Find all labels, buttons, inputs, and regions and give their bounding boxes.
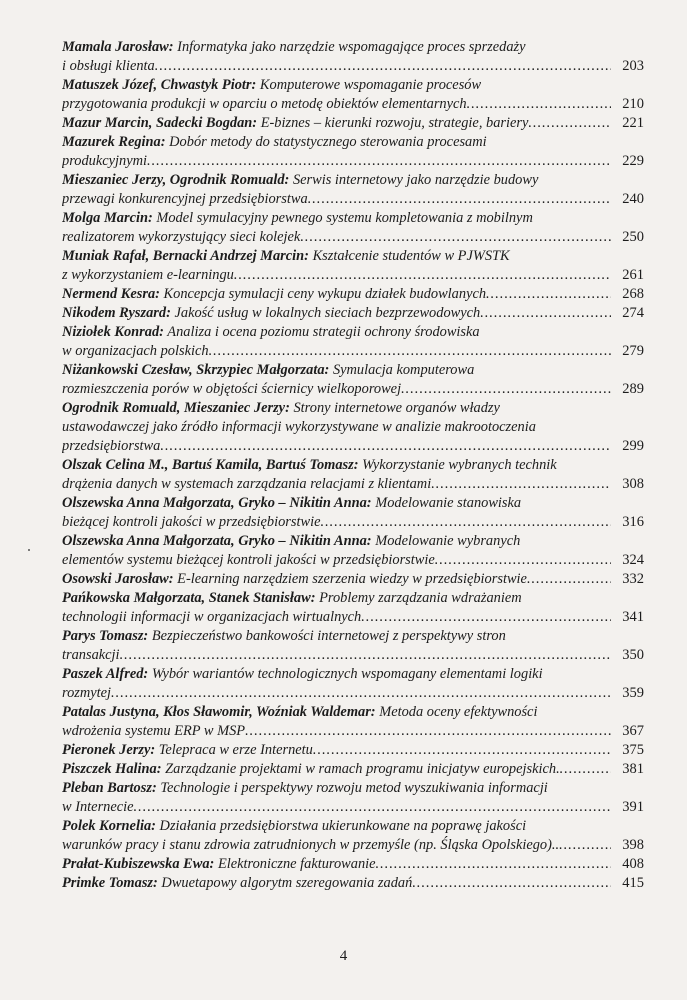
toc-entry-title: Wykorzystanie wybranych technik	[362, 457, 557, 473]
toc-entry-text	[62, 228, 300, 247]
toc-entry-title: Elektroniczne fakturowanie	[217, 856, 376, 872]
toc-entry-title: w organizacjach polskich	[62, 343, 209, 359]
toc-entry-last-line	[62, 646, 644, 665]
toc-entry-line	[62, 323, 644, 342]
toc-entry	[62, 171, 644, 209]
toc-entry	[62, 361, 644, 399]
toc-entry-last-line	[62, 266, 644, 285]
toc-entry-last-line	[62, 855, 644, 874]
toc-page-number: 367	[622, 723, 644, 739]
toc-entry-text	[62, 722, 245, 741]
toc-entry	[62, 665, 644, 703]
toc-entry-author: Nermend Kesra:	[62, 286, 160, 302]
dot-leader	[560, 760, 611, 779]
toc-entry-author: Paszek Alfred:	[62, 666, 149, 682]
toc-entry-author: Patalas Justyna, Kłos Sławomir, Woźniak Waldemar:	[62, 704, 376, 720]
dot-leader	[467, 95, 611, 114]
toc-entry-text	[62, 874, 412, 893]
toc-entry-line	[62, 38, 644, 57]
toc-entry-author: Pańkowska Małgorzata, Stanek Stanisław:	[62, 590, 316, 606]
toc-entry-title: ustawodawczej jako źródło informacji wykorzystywane w analizie makrootoczenia	[62, 419, 536, 435]
toc-entry-line	[62, 456, 644, 475]
toc-entry-author: Muniak Rafał, Bernacki Andrzej Marcin:	[62, 248, 309, 264]
toc-entry-text	[62, 134, 487, 150]
toc-entry-line	[62, 532, 644, 551]
toc-entry-title: Jakość usług w lokalnych sieciach bezprzewodowych	[174, 305, 481, 321]
toc-entry-text	[62, 152, 147, 171]
dot-leader	[134, 798, 611, 817]
toc-entry-text	[62, 400, 500, 416]
toc-entry-title: z wykorzystaniem e-learningu	[62, 267, 234, 283]
toc-entry-author: Niziołek Konrad:	[62, 324, 164, 340]
toc-entry-text	[62, 646, 120, 665]
toc-entry	[62, 133, 644, 171]
toc-page-number: 299	[622, 438, 644, 454]
dot-leader	[431, 475, 611, 494]
dot-leader	[528, 114, 611, 133]
dot-leader	[300, 228, 611, 247]
toc-entry-text	[62, 380, 401, 399]
toc-entry-line	[62, 779, 644, 798]
toc-page-number: 289	[622, 381, 644, 397]
toc-entry	[62, 114, 644, 133]
toc-entry-text	[62, 475, 431, 494]
toc-page-number: 408	[622, 856, 644, 872]
toc-entry-line	[62, 209, 644, 228]
toc-entry-author: Pleban Bartosz:	[62, 780, 157, 796]
toc-entry-text	[62, 608, 361, 627]
toc-entry-title: E-learning narzędziem szerzenia wiedzy w przedsiębiorstwie	[177, 571, 527, 587]
toc-entry	[62, 247, 644, 285]
toc-entry-title: Komputerowe wspomaganie procesów	[259, 77, 482, 93]
toc-page-number: 229	[622, 153, 644, 169]
toc-entry-text	[62, 551, 435, 570]
toc-page-number: 203	[622, 58, 644, 74]
dot-leader	[234, 266, 611, 285]
toc-page-number: 210	[622, 96, 644, 112]
toc-entry-last-line	[62, 551, 644, 570]
toc-entry-line	[62, 171, 644, 190]
toc-entry-last-line	[62, 722, 644, 741]
toc-entry-line	[62, 817, 644, 836]
toc-entry	[62, 76, 644, 114]
toc-entry	[62, 779, 644, 817]
toc-entry-author: Mazurek Regina:	[62, 134, 166, 150]
toc-page-number: 250	[622, 229, 644, 245]
toc-entry-author: Nikodem Ryszard:	[62, 305, 171, 321]
toc-entry-author: Matuszek Józef, Chwastyk Piotr:	[62, 77, 257, 93]
toc-entry-last-line	[62, 570, 644, 589]
dot-leader	[313, 741, 611, 760]
toc-entry-title: Dobór metody do statystycznego sterowania procesami	[169, 134, 487, 150]
toc-entry-text	[62, 760, 560, 779]
toc-entry-author: Ogrodnik Romuald, Mieszaniec Jerzy:	[62, 400, 290, 416]
toc-entry-last-line	[62, 874, 644, 893]
toc-entry-author: Mazur Marcin, Sadecki Bogdan:	[62, 115, 258, 131]
toc-entry-text	[62, 704, 537, 720]
toc-entry-text	[62, 684, 111, 703]
dot-leader	[155, 57, 611, 76]
toc-entry-text	[62, 513, 320, 532]
toc-entry-text	[62, 324, 480, 340]
toc-entry-title: Modelowanie wybranych	[375, 533, 521, 549]
toc-page-number: 261	[622, 267, 644, 283]
toc-entry	[62, 741, 644, 760]
toc-entry-last-line	[62, 228, 644, 247]
toc-page-number: 415	[622, 875, 644, 891]
toc-entry	[62, 874, 644, 893]
toc-entry	[62, 589, 644, 627]
dot-leader	[401, 380, 611, 399]
toc-entry-author: Parys Tomasz:	[62, 628, 149, 644]
toc-entry-title: przygotowania produkcji w oparciu o metodę obiektów elementarnych	[62, 96, 467, 112]
toc-entry-line	[62, 589, 644, 608]
toc-entry-title: w Internecie	[62, 799, 134, 815]
toc-entry-author: Niżankowski Czesław, Skrzypiec Małgorzata:	[62, 362, 330, 378]
toc-entry-author: Osowski Jarosław:	[62, 571, 174, 587]
toc-entry-title: rozmieszczenia porów w objętości ściernicy wielkoporowej	[62, 381, 402, 397]
toc-entry-text	[62, 172, 538, 188]
toc-entry-line	[62, 76, 644, 95]
toc-entry-author: Olszewska Anna Małgorzata, Gryko – Nikitin Anna:	[62, 495, 372, 511]
toc-entry-title: Symulacja komputerowa	[332, 362, 475, 378]
toc-entry-last-line	[62, 114, 644, 133]
toc-entry	[62, 760, 644, 779]
toc-entry-title: Serwis internetowy jako narzędzie budowy	[292, 172, 539, 188]
toc-entry-author: Piszczek Halina:	[62, 761, 162, 777]
toc-entry-title: realizatorem wykorzystujący sieci kolejek	[62, 229, 301, 245]
toc-page-number: 316	[622, 514, 644, 530]
toc-page-number: 341	[622, 609, 644, 625]
toc-entry-text	[62, 666, 543, 682]
toc-entry-title: rozmytej	[62, 685, 112, 701]
toc-page-number: 240	[622, 191, 644, 207]
toc-entry-author: Polek Kornelia:	[62, 818, 156, 834]
toc-entry-last-line	[62, 342, 644, 361]
toc-entry-last-line	[62, 304, 644, 323]
toc-entry	[62, 456, 644, 494]
toc-entry-text	[62, 77, 481, 93]
toc-page-number: 279	[622, 343, 644, 359]
toc-entry-text	[62, 495, 521, 511]
toc-entry-title: Kształcenie studentów w PJWSTK	[312, 248, 510, 264]
toc-page-number: 398	[622, 837, 644, 853]
toc-entry-title: Model symulacyjny pewnego systemu kompletowania z mobilnym	[156, 210, 533, 226]
toc-entry-text	[62, 836, 559, 855]
toc-entry-author: Olszewska Anna Małgorzata, Gryko – Nikitin Anna:	[62, 533, 372, 549]
toc-entry	[62, 627, 644, 665]
toc-entry-text	[62, 590, 522, 606]
toc-entry-text	[62, 266, 234, 285]
dot-leader	[209, 342, 611, 361]
dot-leader	[480, 304, 611, 323]
toc-entry-text	[62, 248, 510, 264]
toc-entry-author: Mieszaniec Jerzy, Ogrodnik Romuald:	[62, 172, 290, 188]
toc-entry-title: bieżącej kontroli jakości w przedsiębiorstwie	[62, 514, 321, 530]
toc-entry	[62, 494, 644, 532]
toc-entry-line	[62, 494, 644, 513]
toc-page-number: 324	[622, 552, 644, 568]
toc-entry	[62, 399, 644, 456]
toc-page-number: 350	[622, 647, 644, 663]
toc-entry-last-line	[62, 152, 644, 171]
toc-entry-title: Telepraca w erze Internetu	[158, 742, 313, 758]
toc-entry-title: Działania przedsiębiorstwa ukierunkowane na poprawę jakości	[159, 818, 527, 834]
toc-entry-line	[62, 399, 644, 418]
toc-entry	[62, 532, 644, 570]
toc-entry-text	[62, 342, 209, 361]
toc-entry-text	[62, 114, 528, 133]
toc-entry-title: technologii informacji w organizacjach wirtualnych	[62, 609, 362, 625]
toc-entry-text	[62, 457, 557, 473]
toc-entry-title: elementów systemu bieżącej kontroli jakości w przedsiębiorstwie	[62, 552, 435, 568]
toc-page-number: 332	[622, 571, 644, 587]
toc-entry-text	[62, 362, 474, 378]
toc-entry	[62, 209, 644, 247]
toc-entry	[62, 817, 644, 855]
dot-leader	[308, 190, 611, 209]
toc-entry-last-line	[62, 437, 644, 456]
toc-entry-title: Technologie i perspektywy rozwoju metod wyszukiwania informacji	[160, 780, 548, 796]
toc-entry	[62, 304, 644, 323]
toc-entry-title: produkcyjnymi	[62, 153, 147, 169]
toc-entry	[62, 38, 644, 76]
toc-entry-title: Metoda oceny efektywności	[379, 704, 538, 720]
toc-entry-line	[62, 418, 644, 437]
dot-leader	[320, 513, 611, 532]
toc-entry-text	[62, 210, 533, 226]
toc-entry-last-line	[62, 798, 644, 817]
toc-entry-last-line	[62, 760, 644, 779]
toc-entry-text	[62, 419, 536, 435]
toc-entry-text	[62, 798, 134, 817]
toc-entry	[62, 703, 644, 741]
dot-leader	[435, 551, 611, 570]
toc-page-number: 375	[622, 742, 644, 758]
toc-entry-last-line	[62, 190, 644, 209]
toc-entry-title: Zarządzanie projektami w ramach programu inicjatyw europejskich.	[165, 761, 560, 777]
toc-entry-title: przewagi konkurencyjnej przedsiębiorstwa	[62, 191, 308, 207]
toc-entry-text	[62, 741, 313, 760]
toc-entry-text	[62, 39, 526, 55]
toc-entry-text	[62, 780, 548, 796]
toc-entry-text	[62, 437, 160, 456]
toc-entry-line	[62, 627, 644, 646]
dot-leader	[412, 874, 611, 893]
toc-entry-text	[62, 285, 486, 304]
dot-leader	[376, 855, 611, 874]
toc-entry-author: Molga Marcin:	[62, 210, 153, 226]
toc-entry-last-line	[62, 741, 644, 760]
toc-page-number: 221	[622, 115, 644, 131]
toc-entry-line	[62, 133, 644, 152]
toc-entry-text	[62, 95, 467, 114]
dot-leader	[160, 437, 611, 456]
toc-entry-title: Strony internetowe organów władzy	[293, 400, 500, 416]
toc-entry-last-line	[62, 684, 644, 703]
toc-entry-title: przedsiębiorstwa	[62, 438, 161, 454]
dot-leader	[559, 836, 611, 855]
toc-entry-text	[62, 855, 376, 874]
toc-entry-last-line	[62, 57, 644, 76]
toc-entry-title: warunków pracy i stanu zdrowia zatrudnionych w przemyśle (np. Śląska Opolskiego)..	[62, 837, 560, 853]
toc-entry-text	[62, 533, 520, 549]
toc-entry-title: Problemy zarządzania wdrażaniem	[319, 590, 522, 606]
toc-entry	[62, 285, 644, 304]
toc-entry-last-line	[62, 285, 644, 304]
toc-entry-title: drążenia danych w systemach zarządzania relacjami z klientami	[62, 476, 432, 492]
page-number: 4	[339, 948, 348, 964]
table-of-contents	[62, 38, 644, 893]
toc-entry-title: wdrożenia systemu ERP w MSP	[62, 723, 246, 739]
toc-entry-author: Pieronek Jerzy:	[62, 742, 156, 758]
dot-leader	[120, 646, 611, 665]
toc-entry-title: Dwuetapowy algorytm szeregowania zadań	[161, 875, 413, 891]
toc-page-number: 359	[622, 685, 644, 701]
dot-leader	[111, 684, 611, 703]
toc-entry-last-line	[62, 608, 644, 627]
toc-entry-title: Bezpieczeństwo bankowości internetowej z perspektywy stron	[151, 628, 506, 644]
toc-entry-line	[62, 703, 644, 722]
dot-leader	[147, 152, 611, 171]
dot-leader	[361, 608, 611, 627]
toc-page-number: 268	[622, 286, 644, 302]
toc-page-number: 274	[622, 305, 644, 321]
toc-entry-text	[62, 570, 527, 589]
toc-entry-text	[62, 628, 506, 644]
toc-entry-title: Wybór wariantów technologicznych wspomagany elementami logiki	[151, 666, 543, 682]
toc-entry-last-line	[62, 475, 644, 494]
toc-entry-line	[62, 665, 644, 684]
toc-entry-author: Primke Tomasz:	[62, 875, 158, 891]
toc-entry-text	[62, 57, 155, 76]
toc-entry-last-line	[62, 95, 644, 114]
toc-page-number: 308	[622, 476, 644, 492]
toc-entry-title: Modelowanie stanowiska	[375, 495, 522, 511]
toc-entry-last-line	[62, 836, 644, 855]
toc-entry-line	[62, 247, 644, 266]
toc-entry-title: Analiza i ocena poziomu strategii ochrony środowiska	[167, 324, 480, 340]
toc-entry-text	[62, 818, 526, 834]
toc-entry-last-line	[62, 513, 644, 532]
toc-page-number: 381	[622, 761, 644, 777]
toc-entry-title: i obsługi klienta	[62, 58, 155, 74]
toc-entry-author: Prałat-Kubiszewska Ewa:	[62, 856, 215, 872]
toc-entry-title: Koncepcja symulacji ceny wykupu działek budowlanych	[163, 286, 487, 302]
toc-page-number: 391	[622, 799, 644, 815]
toc-entry-text	[62, 304, 480, 323]
toc-entry-last-line	[62, 380, 644, 399]
toc-entry-text	[62, 190, 308, 209]
dot-leader	[486, 285, 611, 304]
toc-entry-title: E-biznes – kierunki rozwoju, strategie, bariery	[260, 115, 529, 131]
toc-entry-author: Olszak Celina M., Bartuś Kamila, Bartuś Tomasz:	[62, 457, 359, 473]
toc-entry	[62, 323, 644, 361]
paper-speck	[28, 549, 30, 551]
toc-entry-line	[62, 361, 644, 380]
toc-entry	[62, 855, 644, 874]
toc-entry-author: Mamala Jarosław:	[62, 39, 174, 55]
toc-entry-title: transakcji	[62, 647, 120, 663]
toc-entry-title: Informatyka jako narzędzie wspomagające proces sprzedaży	[177, 39, 526, 55]
dot-leader	[245, 722, 611, 741]
toc-entry	[62, 570, 644, 589]
dot-leader	[527, 570, 611, 589]
